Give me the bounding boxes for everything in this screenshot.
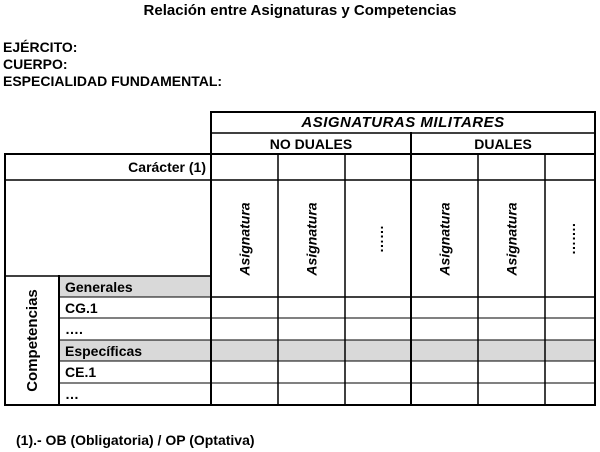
cuerpo-label: CUERPO: bbox=[3, 56, 68, 72]
column-header-6: ……. bbox=[561, 222, 578, 255]
row-label-cg-ellipsis: …. bbox=[65, 321, 83, 337]
column-header-3: …… bbox=[370, 224, 386, 253]
row-label-especificas: Específicas bbox=[65, 342, 143, 359]
row-label-cg1: CG.1 bbox=[65, 299, 98, 316]
caracter-label: Carácter (1) bbox=[128, 159, 206, 175]
column-header-1: Asignatura bbox=[236, 201, 253, 276]
especialidad-label: ESPECIALIDAD FUNDAMENTAL: bbox=[3, 73, 223, 89]
ejercito-label: EJÉRCITO: bbox=[3, 39, 78, 55]
column-header-4: Asignatura bbox=[436, 201, 453, 276]
column-header-5: Asignatura bbox=[503, 201, 520, 276]
asignaturas-militares-header: ASIGNATURAS MILITARES bbox=[301, 114, 505, 131]
column-header-2: Asignatura bbox=[303, 201, 320, 276]
footnote: (1).- OB (Obligatoria) / OP (Optativa) bbox=[16, 432, 255, 448]
duales-header: DUALES bbox=[474, 135, 532, 152]
row-label-generales: Generales bbox=[65, 278, 133, 295]
document-title: Relación entre Asignaturas y Competencias bbox=[143, 2, 457, 19]
no-duales-header: NO DUALES bbox=[269, 135, 353, 152]
row-label-ce1: CE.1 bbox=[65, 364, 97, 380]
competencias-label: Competencias bbox=[23, 289, 41, 392]
row-label-ce-ellipsis: … bbox=[65, 386, 79, 402]
